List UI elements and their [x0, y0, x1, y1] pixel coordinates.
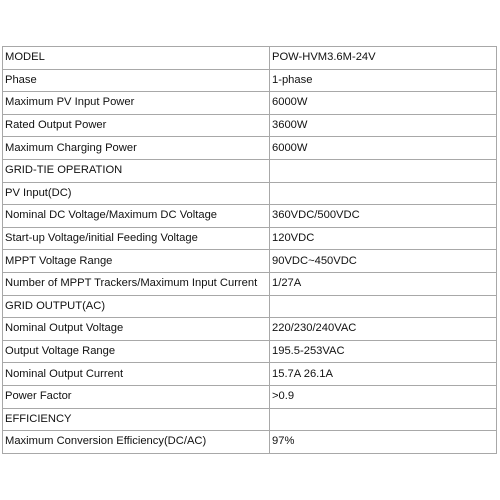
row-label: Rated Output Power [3, 114, 270, 137]
row-value: 1-phase [270, 69, 497, 92]
table-row [3, 340, 497, 363]
row-value: 6000W [270, 92, 497, 115]
row-value: 97% [270, 431, 497, 454]
row-label: Phase [3, 69, 270, 92]
row-label: Start-up Voltage/initial Feeding Voltage [3, 227, 270, 250]
section-header-row [3, 408, 497, 431]
row-value: 3600W [270, 114, 497, 137]
table-row [3, 385, 497, 408]
row-label: Nominal Output Voltage [3, 318, 270, 341]
row-value: 220/230/240VAC [270, 318, 497, 341]
table-row [3, 250, 497, 273]
row-label: MODEL [3, 47, 270, 70]
section-heading: GRID-TIE OPERATION [3, 159, 270, 182]
row-label: Nominal Output Current [3, 363, 270, 386]
row-label: Maximum Conversion Efficiency(DC/AC) [3, 431, 270, 454]
subsection-heading-blank [270, 182, 497, 205]
table-row [3, 227, 497, 250]
table-row [3, 69, 497, 92]
row-label: Number of MPPT Trackers/Maximum Input Current [3, 272, 270, 295]
section-header-row [3, 159, 497, 182]
subsection-header-row [3, 295, 497, 318]
row-value: 6000W [270, 137, 497, 160]
row-value: 15.7A 26.1A [270, 363, 497, 386]
subsection-header-row [3, 182, 497, 205]
row-label: Power Factor [3, 385, 270, 408]
row-value: 90VDC~450VDC [270, 250, 497, 273]
row-label: Nominal DC Voltage/Maximum DC Voltage [3, 205, 270, 228]
row-value: 195.5-253VAC [270, 340, 497, 363]
row-label: Output Voltage Range [3, 340, 270, 363]
subsection-heading-blank [270, 295, 497, 318]
row-value: 1/27A [270, 272, 497, 295]
table-row [3, 363, 497, 386]
table-row [3, 318, 497, 341]
table-row [3, 114, 497, 137]
table-row [3, 47, 497, 70]
row-value: 360VDC/500VDC [270, 205, 497, 228]
row-label: Maximum PV Input Power [3, 92, 270, 115]
table-row [3, 431, 497, 454]
subsection-heading: GRID OUTPUT(AC) [3, 295, 270, 318]
table-row [3, 205, 497, 228]
table-row [3, 272, 497, 295]
row-value: >0.9 [270, 385, 497, 408]
row-label: Maximum Charging Power [3, 137, 270, 160]
section-heading-blank [270, 159, 497, 182]
subsection-heading: PV Input(DC) [3, 182, 270, 205]
table-row [3, 92, 497, 115]
row-label: MPPT Voltage Range [3, 250, 270, 273]
section-heading-blank [270, 408, 497, 431]
section-heading: EFFICIENCY [3, 408, 270, 431]
row-value: POW-HVM3.6M-24V [270, 47, 497, 70]
specification-table [2, 46, 497, 454]
row-value: 120VDC [270, 227, 497, 250]
table-row [3, 137, 497, 160]
